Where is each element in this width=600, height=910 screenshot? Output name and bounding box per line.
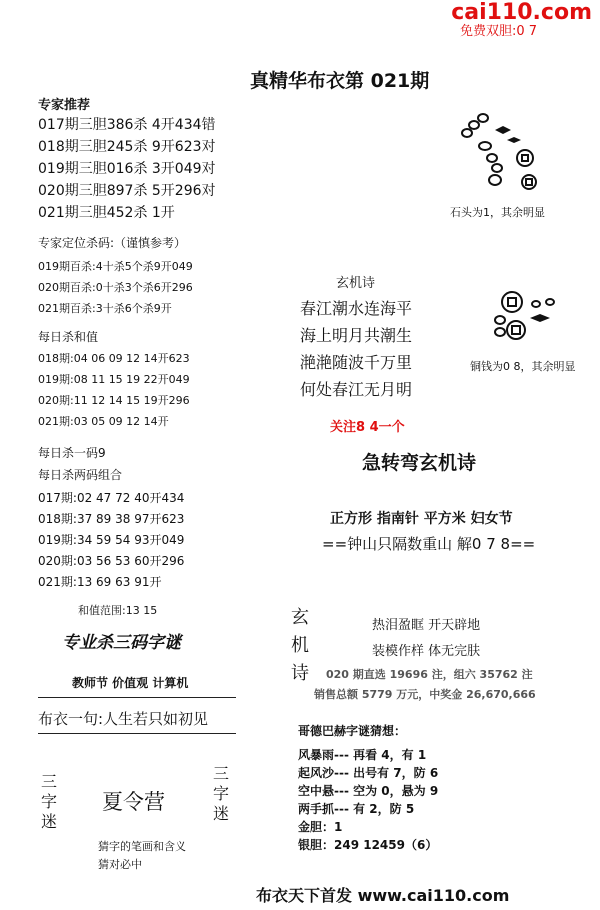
poem-line: 海上明月共潮生 — [300, 326, 413, 345]
expert-list — [38, 114, 216, 224]
list-item: 风暴雨--- 再看 4，有 1 — [298, 748, 427, 762]
list-item: 018期三胆245杀 9开623对 — [38, 139, 216, 155]
coin-puzzle-image — [490, 288, 570, 344]
site-watermark: cai110.com — [451, 0, 592, 25]
poem-block — [300, 296, 412, 404]
goldbach-list — [298, 746, 438, 854]
stats-line-1: 020 期直选 19696 注，组六 35762 注 — [326, 668, 533, 681]
divider — [38, 697, 236, 698]
expert-heading: 专家推荐 — [38, 98, 91, 113]
list-item: 银胆：249 12459（6） — [298, 838, 438, 852]
list-item: 021期:03 05 09 12 14开 — [38, 415, 169, 428]
list-item: 020期:03 56 53 60开296 — [38, 554, 185, 568]
poem-line: 何处春江无月明 — [300, 380, 413, 399]
turn-words: 正方形 指南针 平方米 妇女节 — [330, 511, 513, 527]
xuanji-line-1: 热泪盈眶 开天辟地 — [372, 618, 481, 633]
buyi-sentence: 布衣一句:人生若只如初见 — [38, 710, 209, 728]
position-kill-heading: 专家定位杀码:（谨慎参考） — [38, 236, 187, 250]
kill-one: 每日杀一码9 — [38, 446, 106, 460]
xuanji-line-2: 装模作样 体无完肤 — [372, 644, 481, 659]
divider — [38, 733, 236, 734]
list-item: 021期三胆452杀 1开 — [38, 205, 175, 221]
list-item: 空中悬--- 空为 0，悬为 9 — [298, 784, 439, 798]
stone-puzzle-image — [455, 110, 545, 195]
hint-stroke: 猜字的笔画和含义 — [98, 840, 186, 853]
list-item: 019期三胆016杀 3开049对 — [38, 161, 216, 177]
focus-note: 关注8 4一个 — [330, 420, 405, 435]
poem-line: 滟滟随波千万里 — [300, 353, 413, 372]
list-item: 019期:34 59 54 93开049 — [38, 533, 185, 547]
sum-list — [38, 348, 190, 432]
stats-line-2: 销售总额 5779 万元，中奖金 26,670,666 — [314, 688, 536, 701]
sum-range: 和值范围:13 15 — [78, 604, 158, 617]
list-item: 起风沙--- 出号有 7，防 6 — [298, 766, 439, 780]
three-char-label-left: 三 字 迷 — [40, 772, 57, 831]
list-item: 019期百杀:4十杀5个杀9开049 — [38, 260, 193, 273]
riddle-words: 教师节 价值观 计算机 — [72, 676, 189, 690]
footer: 布衣天下首发 www.cai110.com — [256, 886, 510, 905]
list-item: 017期三胆386杀 4开434错 — [38, 117, 216, 133]
xuanji-vertical-label: 玄 机 诗 — [291, 607, 309, 684]
list-item: 019期:08 11 15 19 22开049 — [38, 373, 190, 386]
coin-caption: 铜钱为0 8，其余明显 — [470, 360, 576, 373]
kill-two-heading: 每日杀两码组合 — [38, 468, 123, 482]
sharp-turn-title: 急转弯玄机诗 — [362, 452, 477, 474]
list-item: 020期三胆897杀 5开296对 — [38, 183, 216, 199]
free-double-tag: 免费双胆:0 7 — [460, 24, 538, 39]
list-item: 021期:13 69 63 91开 — [38, 575, 162, 589]
goldbach-heading: 哥德巴赫字谜猜想： — [298, 724, 407, 738]
position-kill-list — [38, 256, 193, 319]
list-item: 金胆：1 — [298, 820, 343, 834]
turn-clue: ==钟山只隔数重山 解0 7 8== — [322, 535, 536, 553]
riddle-title: 专业杀三码字谜 — [62, 633, 181, 653]
three-char-label-right: 三 字 迷 — [212, 764, 229, 823]
poem-title: 玄机诗 — [336, 276, 376, 291]
list-item: 两手抓--- 有 2，防 5 — [298, 802, 415, 816]
hint-win: 猜对必中 — [98, 858, 142, 871]
list-item: 018期:04 06 09 12 14开623 — [38, 352, 190, 365]
sum-heading: 每日杀和值 — [38, 330, 99, 344]
list-item: 017期:02 47 72 40开434 — [38, 491, 185, 505]
poem-line: 春江潮水连海平 — [300, 299, 413, 318]
list-item: 018期:37 89 38 97开623 — [38, 512, 185, 526]
list-item: 020期:11 12 14 15 19开296 — [38, 394, 190, 407]
stone-caption: 石头为1，其余明显 — [450, 206, 545, 219]
list-item: 021期百杀:3十杀6个杀9开 — [38, 302, 172, 315]
center-word: 夏令营 — [102, 790, 165, 814]
kill-two-list — [38, 488, 184, 593]
page-title: 真精华布衣第 021期 — [250, 70, 430, 92]
list-item: 020期百杀:0十杀3个杀6开296 — [38, 281, 193, 294]
